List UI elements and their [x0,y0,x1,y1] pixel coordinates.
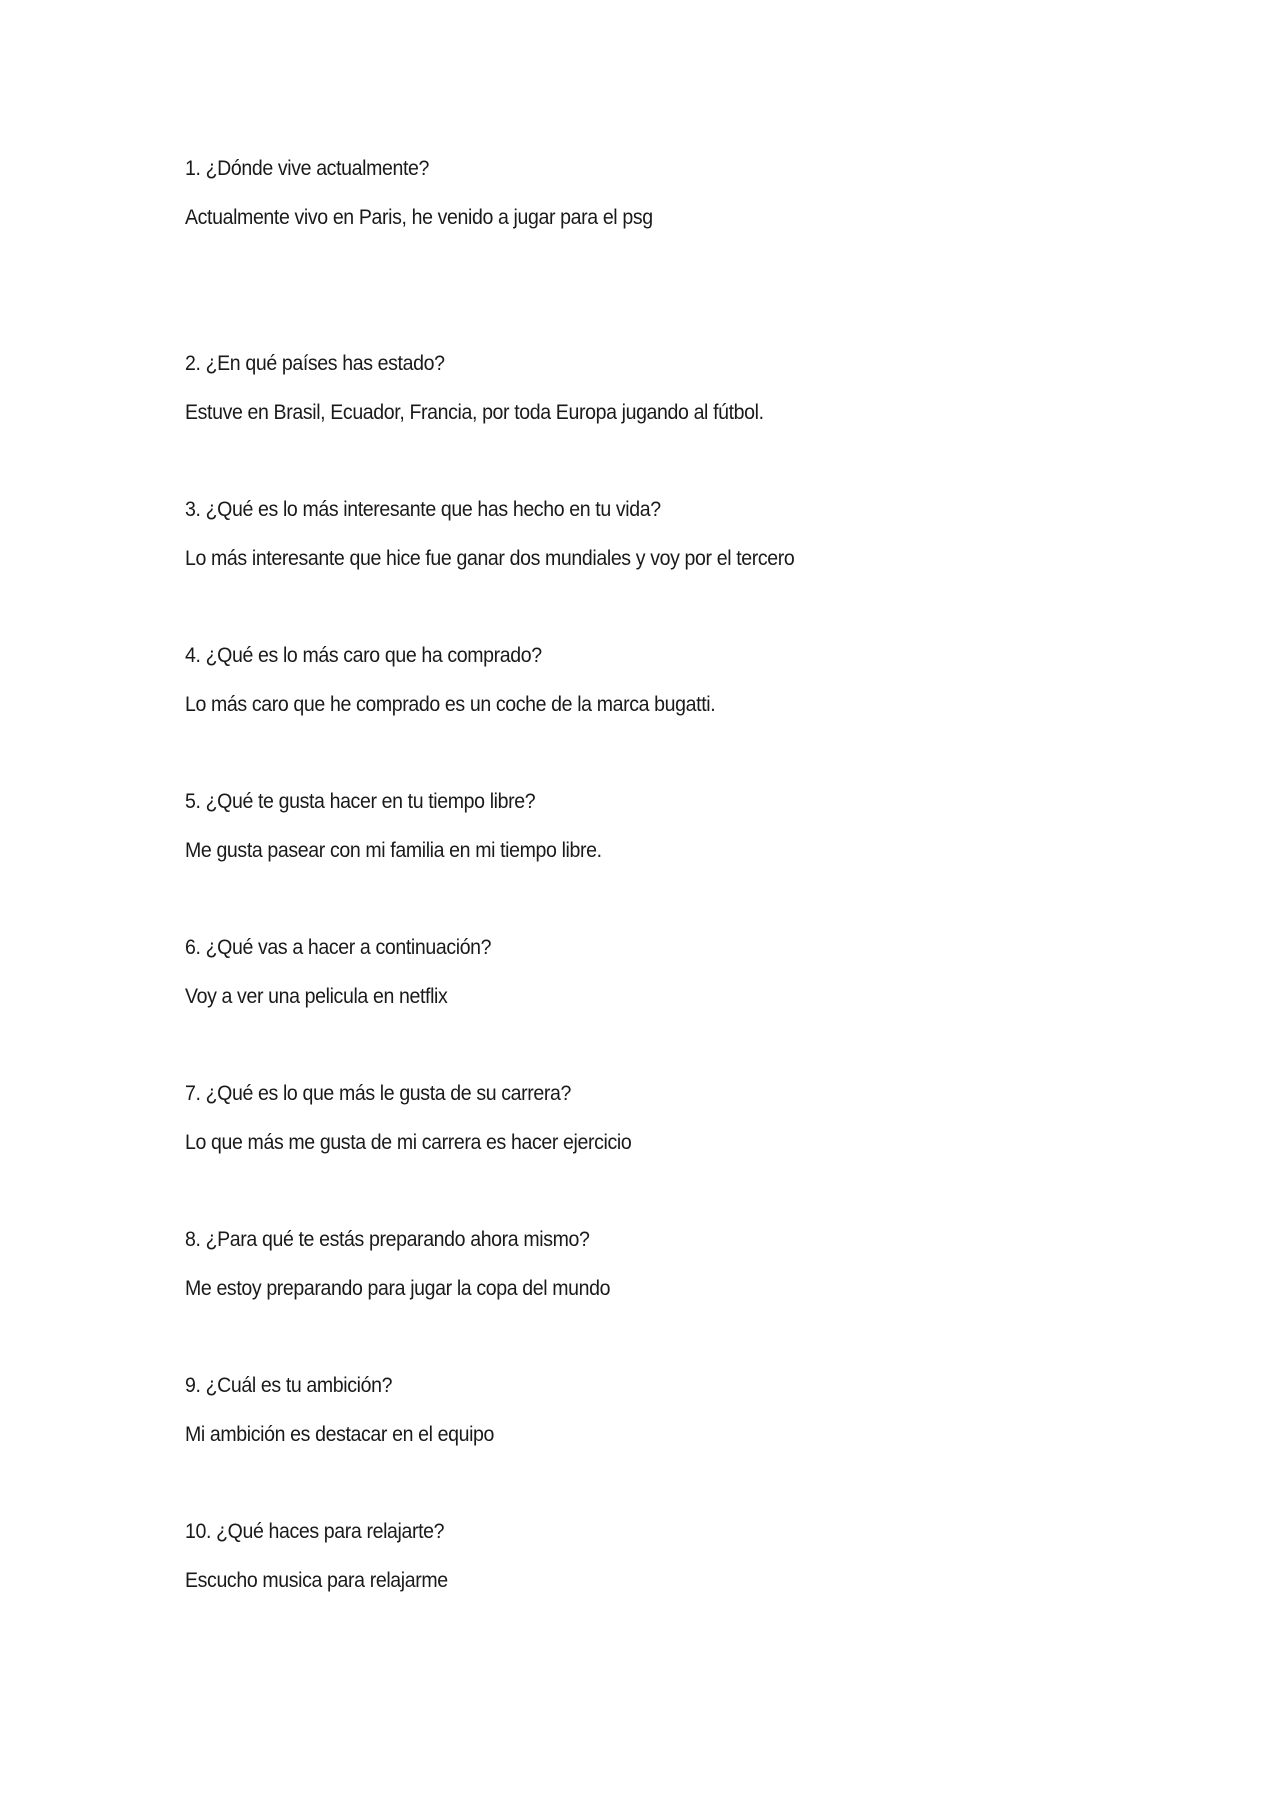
qa-item-4 [185,642,1085,788]
question-6: 6. ¿Qué vas a hacer a continuación? [185,936,492,959]
answer-8: Me estoy preparando para jugar la copa del mundo [185,1277,611,1300]
question-1: 1. ¿Dónde vive actualmente? [185,157,429,180]
qa-item-10 [185,1518,1085,1664]
question-3: 3. ¿Qué es lo más interesante que has hecho en tu vida? [185,498,661,521]
question-7: 7. ¿Qué es lo que más le gusta de su carrera? [185,1082,572,1105]
answer-2: Estuve en Brasil, Ecuador, Francia, por toda Europa jugando al fútbol. [185,401,764,424]
question-4: 4. ¿Qué es lo más caro que ha comprado? [185,644,542,667]
answer-6: Voy a ver una pelicula en netflix [185,985,448,1008]
qa-item-2 [185,350,1085,496]
qa-item-6 [185,934,1085,1080]
answer-5: Me gusta pasear con mi familia en mi tiempo libre. [185,839,602,862]
qa-item-5 [185,788,1085,934]
qa-item-8 [185,1226,1085,1372]
answer-1: Actualmente vivo en Paris, he venido a jugar para el psg [185,206,653,229]
question-5: 5. ¿Qué te gusta hacer en tu tiempo libre? [185,790,536,813]
qa-item-1 [185,155,1085,350]
question-9: 9. ¿Cuál es tu ambición? [185,1374,393,1397]
question-8: 8. ¿Para qué te estás preparando ahora mismo? [185,1228,590,1251]
qa-list [185,155,1085,1664]
qa-item-9 [185,1372,1085,1518]
answer-7: Lo que más me gusta de mi carrera es hacer ejercicio [185,1131,632,1154]
question-10: 10. ¿Qué haces para relajarte? [185,1520,445,1543]
answer-9: Mi ambición es destacar en el equipo [185,1423,495,1446]
qa-item-3 [185,496,1085,642]
qa-item-7 [185,1080,1085,1226]
answer-3: Lo más interesante que hice fue ganar dos mundiales y voy por el tercero [185,547,795,570]
question-2: 2. ¿En qué países has estado? [185,352,445,375]
answer-10: Escucho musica para relajarme [185,1569,448,1592]
answer-4: Lo más caro que he comprado es un coche de la marca bugatti. [185,693,716,716]
